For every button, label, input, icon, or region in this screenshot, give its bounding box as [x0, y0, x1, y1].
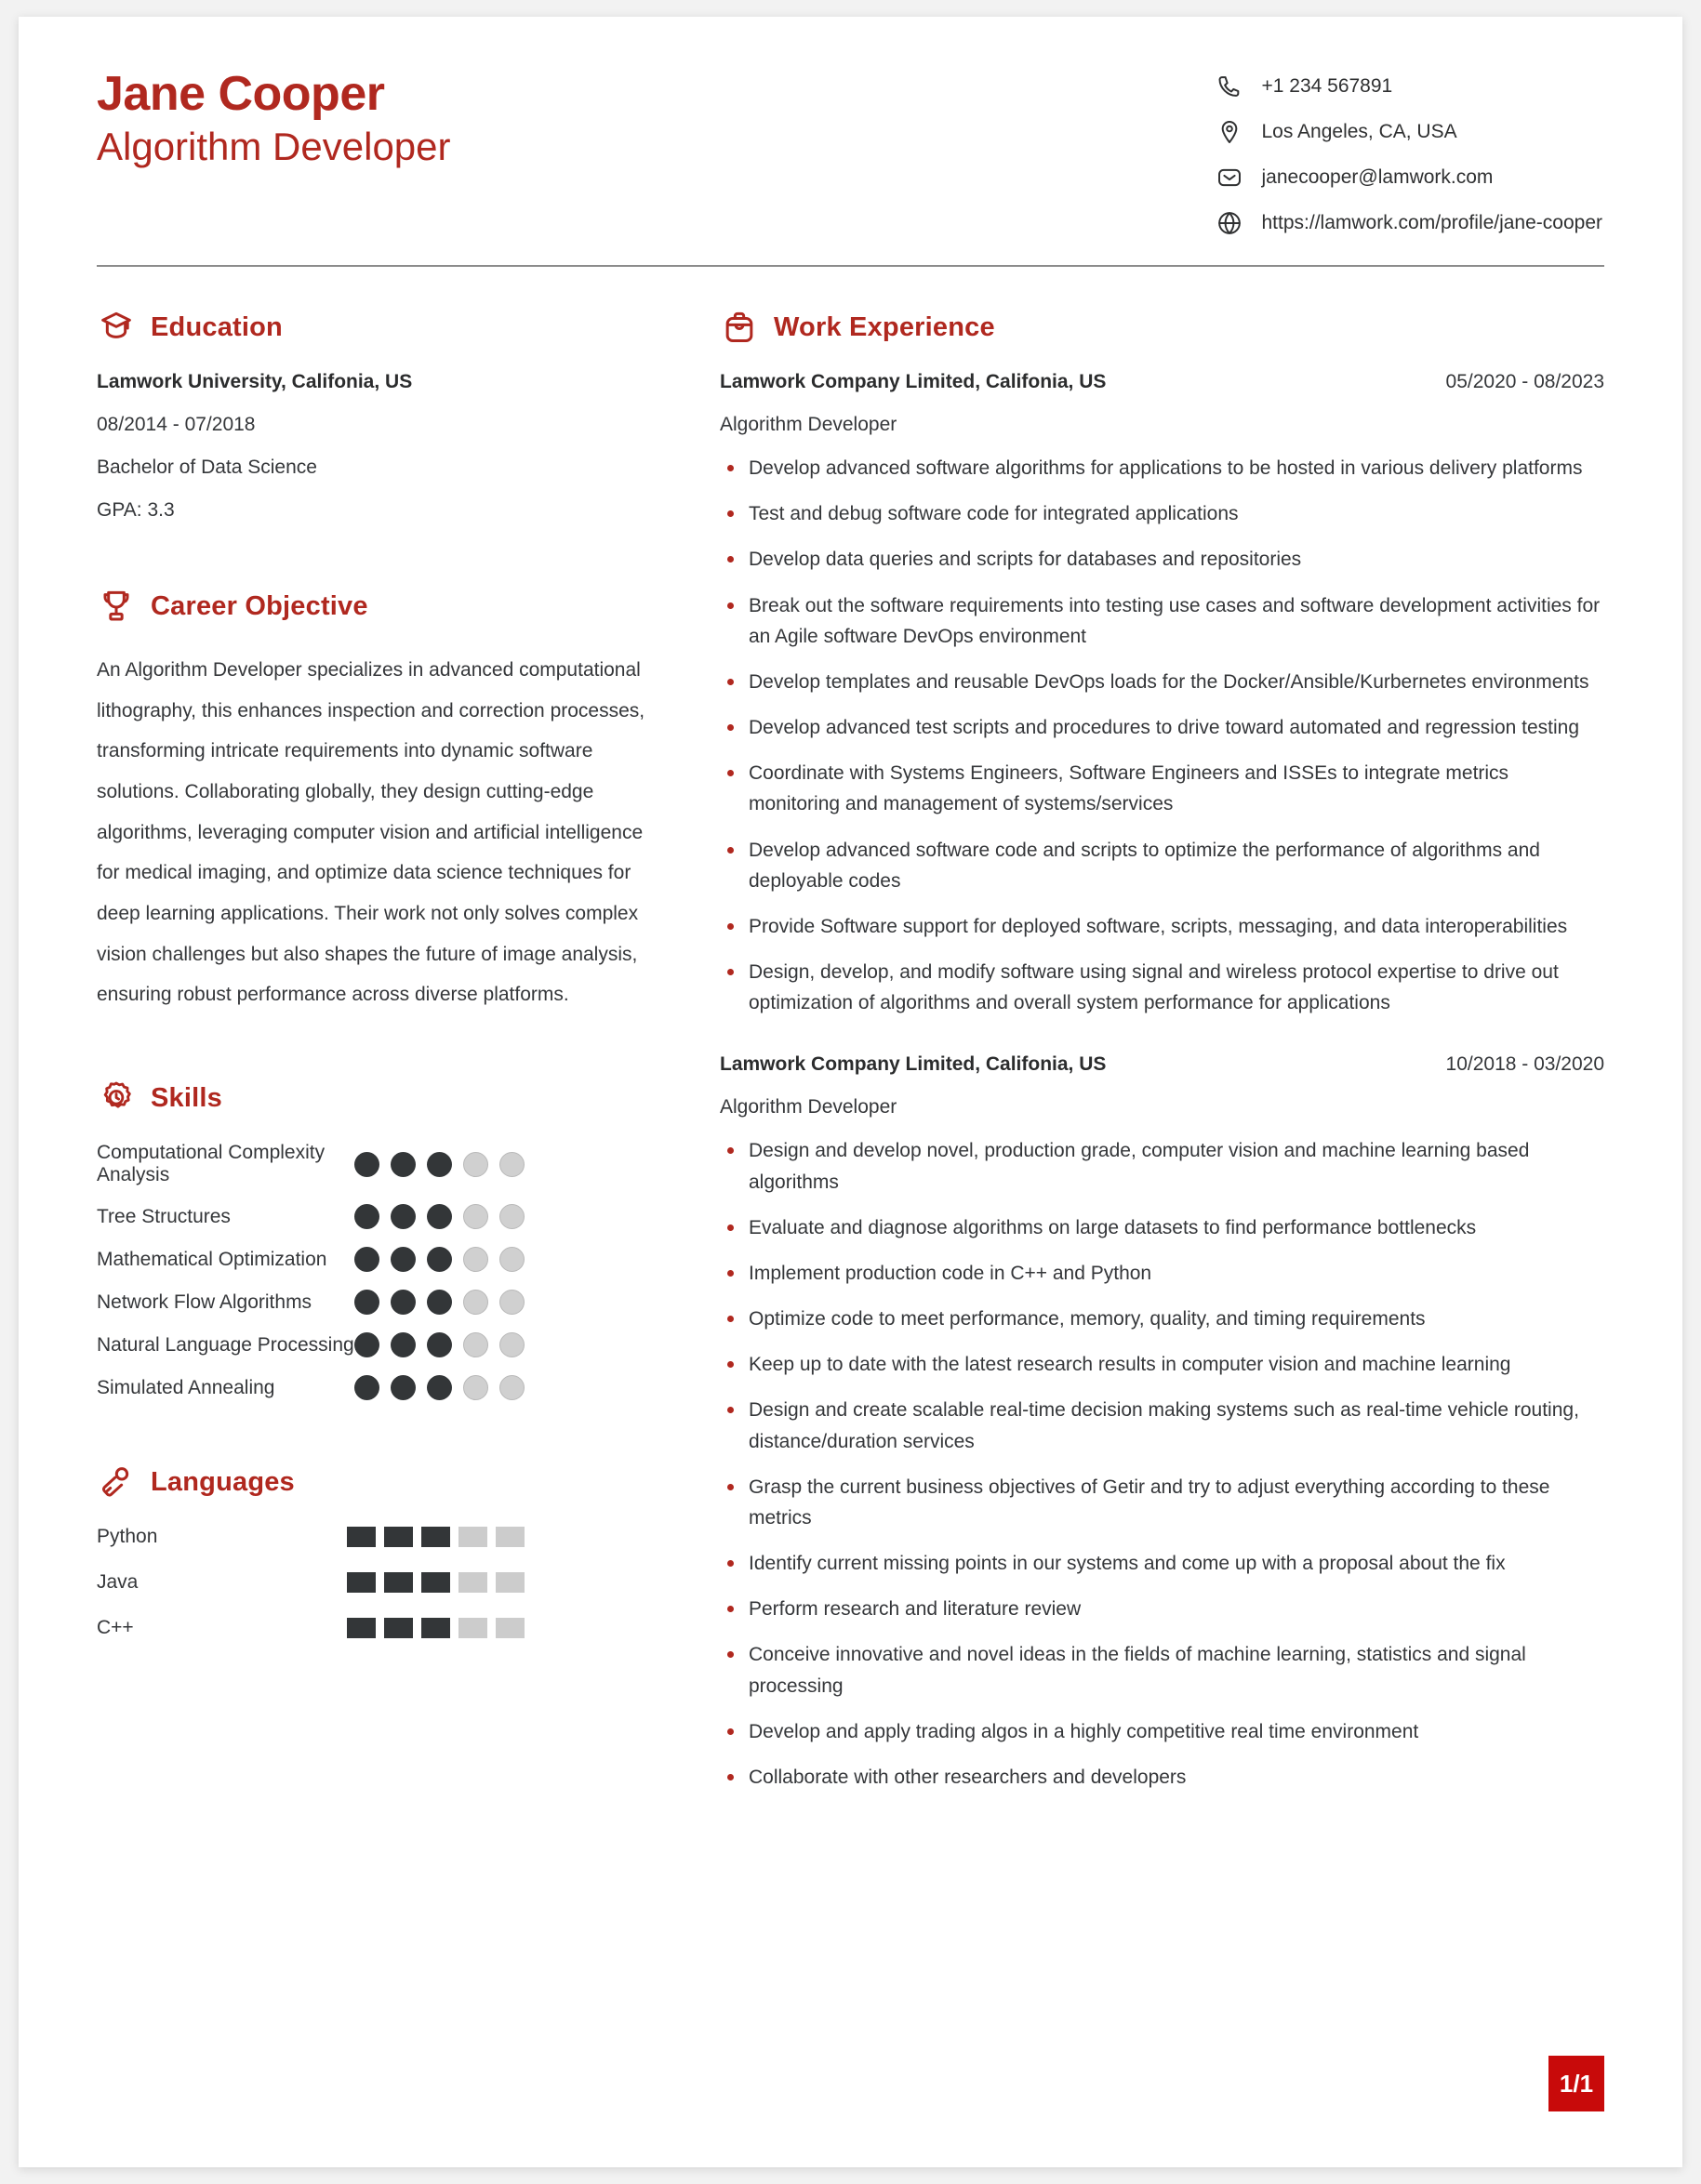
job-bullet: Develop advanced test scripts and procedures to drive toward automated and regression testing: [720, 712, 1604, 743]
email-text: janecooper@lamwork.com: [1261, 166, 1494, 188]
job-bullet: Identify current missing points in our systems and come up with a proposal about the fix: [720, 1548, 1604, 1579]
rating-dot: [499, 1247, 525, 1272]
job-bullet: Grasp the current business objectives of Getir and try to adjust everything according to these metrics: [720, 1472, 1604, 1533]
job-bullet: Design and create scalable real-time decision making systems such as real-time vehicle routing, distance/duration services: [720, 1395, 1604, 1456]
job-bullets: [720, 453, 1604, 1018]
rating-dot: [499, 1152, 525, 1177]
work-experience-section: [720, 308, 1604, 1793]
career-objective-section: [97, 587, 655, 1015]
job-bullet: Coordinate with Systems Engineers, Software Engineers and ISSEs to integrate metrics monitoring and management of systems/services: [720, 758, 1604, 819]
skill-rating: [354, 1332, 525, 1357]
resume-header: [97, 61, 1604, 237]
skill-label: Natural Language Processing: [97, 1333, 354, 1356]
job-role: Algorithm Developer: [720, 414, 897, 435]
job-bullet: Implement production code in C++ and Python: [720, 1258, 1604, 1289]
rating-dot: [427, 1290, 452, 1315]
rating-dot: [463, 1247, 488, 1272]
job-bullet: Develop and apply trading algos in a highly competitive real time environment: [720, 1716, 1604, 1747]
globe-icon: [1216, 209, 1243, 237]
job-organization: Lamwork Company Limited, Califonia, US: [720, 1053, 1107, 1076]
rating-dot: [391, 1290, 416, 1315]
job-entry: [720, 1053, 1604, 1793]
email-icon: [1216, 164, 1243, 192]
skill-label: Computational Complexity Analysis: [97, 1142, 326, 1186]
rating-square: [347, 1527, 376, 1547]
language-row: [97, 1617, 655, 1639]
rating-dot: [427, 1375, 452, 1400]
rating-dot: [499, 1290, 525, 1315]
rating-square: [496, 1527, 525, 1547]
rating-dot: [427, 1247, 452, 1272]
contact-phone: [1216, 73, 1603, 100]
job-bullet: Perform research and literature review: [720, 1594, 1604, 1624]
rating-dot: [354, 1204, 379, 1229]
gear-clock-icon: [97, 1079, 136, 1118]
languages-title: Languages: [151, 1466, 295, 1497]
skill-rating: [354, 1152, 525, 1177]
objective-heading: [97, 587, 655, 626]
skill-rating: [354, 1204, 525, 1229]
rating-square: [458, 1572, 487, 1593]
education-title: Education: [151, 311, 283, 342]
languages-list: [97, 1526, 655, 1639]
identity-block: [97, 61, 451, 169]
work-title: Work Experience: [774, 311, 995, 342]
rating-square: [347, 1572, 376, 1593]
objective-text: An Algorithm Developer specializes in advanced computational lithography, this enhances inspection and correction processes, transforming intricate requirements into dynamic software solutions. Collaborating globally, they design cutting-edge algorithms, leveraging computer vision and artificial intelligence for medical imaging, and optimize data science techniques for deep learning applications. Their work not only solves complex vision challenges but also shapes the future of image analysis, ensuring robust performance across diverse platforms.: [97, 659, 645, 1006]
rating-square: [496, 1618, 525, 1638]
skill-rating: [354, 1290, 525, 1315]
job-bullet: Keep up to date with the latest research results in computer vision and machine learning: [720, 1349, 1604, 1380]
rating-dot: [354, 1332, 379, 1357]
location-pin-icon: [1216, 118, 1243, 146]
rating-dot: [354, 1290, 379, 1315]
language-row: [97, 1526, 655, 1548]
candidate-name: Jane Cooper: [97, 67, 385, 121]
job-entry: [720, 371, 1604, 1018]
location-text: Los Angeles, CA, USA: [1261, 121, 1457, 142]
job-bullet: Provide Software support for deployed software, scripts, messaging, and data interoperabilities: [720, 911, 1604, 942]
rating-dot: [463, 1152, 488, 1177]
objective-title: Career Objective: [151, 590, 368, 621]
graduation-cap-icon: [97, 308, 136, 347]
rating-dot: [463, 1332, 488, 1357]
skill-label: Mathematical Optimization: [97, 1248, 327, 1270]
skills-section: [97, 1079, 655, 1400]
rating-dot: [391, 1247, 416, 1272]
job-bullet: Optimize code to meet performance, memory, quality, and timing requirements: [720, 1304, 1604, 1334]
language-rating: [347, 1527, 525, 1547]
skill-row: [97, 1375, 655, 1400]
rating-dot: [463, 1290, 488, 1315]
rating-square: [421, 1572, 450, 1593]
job-dates: 10/2018 - 03/2020: [1445, 1053, 1604, 1076]
language-rating: [347, 1572, 525, 1593]
rating-dot: [391, 1152, 416, 1177]
job-header: [720, 371, 1604, 393]
job-bullet: Develop data queries and scripts for databases and repositories: [720, 544, 1604, 575]
job-dates: 05/2020 - 08/2023: [1445, 371, 1604, 392]
job-role: Algorithm Developer: [720, 1096, 897, 1118]
work-heading: [720, 308, 1604, 347]
education-org: Lamwork University, Califonia, US: [97, 371, 413, 392]
candidate-title: Algorithm Developer: [97, 124, 451, 168]
job-bullet: Develop advanced software algorithms for applications to be hosted in various delivery platforms: [720, 453, 1604, 483]
rating-dot: [354, 1152, 379, 1177]
language-row: [97, 1571, 655, 1594]
job-bullet: Break out the software requirements into testing use cases and software development activities for an Agile software DevOps environment: [720, 590, 1604, 652]
job-organization: Lamwork Company Limited, Califonia, US: [720, 371, 1107, 392]
rating-dot: [427, 1204, 452, 1229]
language-label: Python: [97, 1526, 158, 1548]
skill-row: [97, 1247, 655, 1272]
skills-list: [97, 1142, 655, 1400]
rating-dot: [427, 1152, 452, 1177]
job-bullet: Design and develop novel, production grade, computer vision and machine learning based algorithms: [720, 1135, 1604, 1197]
rating-square: [384, 1618, 413, 1638]
rating-square: [496, 1572, 525, 1593]
skill-row: [97, 1204, 655, 1229]
skills-heading: [97, 1079, 655, 1118]
rating-dot: [499, 1375, 525, 1400]
rating-dot: [427, 1332, 452, 1357]
languages-section: [97, 1463, 655, 1639]
skill-label: Tree Structures: [97, 1205, 231, 1227]
job-bullet: Conceive innovative and novel ideas in the fields of machine learning, statistics and signal processing: [720, 1639, 1604, 1701]
skill-label: Simulated Annealing: [97, 1376, 275, 1398]
rating-dot: [499, 1332, 525, 1357]
education-heading: [97, 308, 655, 347]
education-degree: Bachelor of Data Science: [97, 457, 317, 478]
rating-dot: [499, 1204, 525, 1229]
language-label: Java: [97, 1571, 139, 1594]
header-divider: [97, 265, 1604, 267]
skill-row: [97, 1290, 655, 1315]
contact-location: [1216, 118, 1603, 146]
contact-email: [1216, 164, 1603, 192]
briefcase-icon: [720, 308, 759, 347]
skill-row: [97, 1142, 655, 1186]
rating-dot: [463, 1204, 488, 1229]
rating-dot: [391, 1375, 416, 1400]
rating-square: [458, 1527, 487, 1547]
trophy-icon: [97, 587, 136, 626]
rating-square: [347, 1618, 376, 1638]
education-section: [97, 308, 655, 522]
contact-website: [1216, 209, 1603, 237]
phone-icon: [1216, 73, 1243, 100]
job-bullet: Evaluate and diagnose algorithms on large datasets to find performance bottlenecks: [720, 1212, 1604, 1243]
language-rating: [347, 1618, 525, 1638]
job-bullet: Collaborate with other researchers and developers: [720, 1762, 1604, 1793]
rating-square: [384, 1572, 413, 1593]
contact-block: [1216, 61, 1605, 237]
job-bullets: [720, 1135, 1604, 1793]
rating-dot: [354, 1247, 379, 1272]
skill-rating: [354, 1375, 525, 1400]
job-bullet: Develop advanced software code and scripts to optimize the performance of algorithms and deployable codes: [720, 835, 1604, 896]
education-gpa: GPA: 3.3: [97, 499, 175, 521]
skills-title: Skills: [151, 1082, 222, 1113]
education-dates: 08/2014 - 07/2018: [97, 414, 256, 435]
job-header: [720, 1053, 1604, 1076]
language-label: C++: [97, 1617, 134, 1639]
rating-square: [458, 1618, 487, 1638]
rating-dot: [391, 1204, 416, 1229]
rating-dot: [391, 1332, 416, 1357]
rating-dot: [463, 1375, 488, 1400]
job-bullet: Test and debug software code for integrated applications: [720, 498, 1604, 529]
rating-square: [421, 1618, 450, 1638]
resume-page: [19, 17, 1682, 2167]
speech-bubble-icon: [97, 1463, 136, 1502]
skill-row: [97, 1332, 655, 1357]
website-text: https://lamwork.com/profile/jane-cooper: [1261, 212, 1602, 233]
languages-heading: [97, 1463, 655, 1502]
rating-square: [421, 1527, 450, 1547]
page-number-badge: 1/1: [1548, 2056, 1604, 2111]
phone-text: +1 234 567891: [1261, 75, 1393, 97]
job-bullet: Design, develop, and modify software using signal and wireless protocol expertise to drive out optimization of algorithms and overall system performance for applications: [720, 957, 1604, 1018]
job-bullet: Develop templates and reusable DevOps loads for the Docker/Ansible/Kurbernetes environments: [720, 667, 1604, 697]
skill-rating: [354, 1247, 525, 1272]
rating-square: [384, 1527, 413, 1547]
skill-label: Network Flow Algorithms: [97, 1291, 312, 1313]
rating-dot: [354, 1375, 379, 1400]
